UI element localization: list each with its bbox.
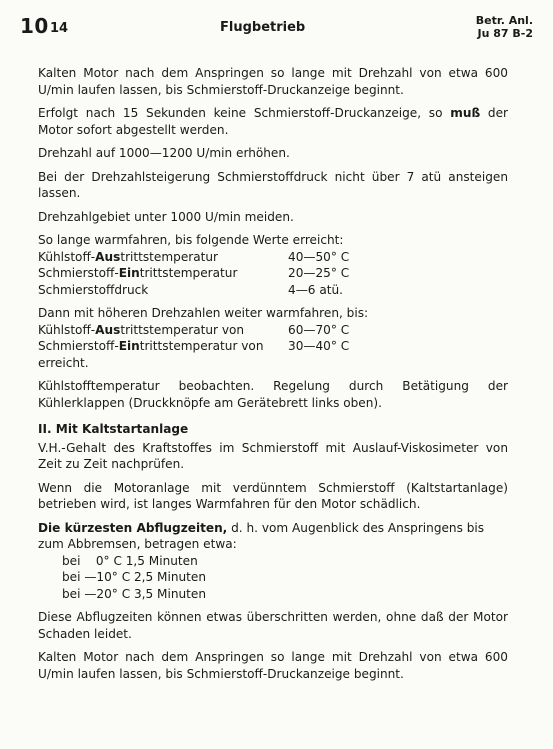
paragraph-exceed-times: Diese Abflugzeiten können etwas überschritten werden, ohne daß der Motor Schaden leidet. <box>38 610 508 641</box>
reference-line-1: Betr. Anl. <box>475 14 533 27</box>
row-value: 4—6 atü. <box>288 282 343 297</box>
reference-line-2: Ju 87 B-2 <box>477 27 533 40</box>
paragraph-diluted-oil: Wenn die Motoranlage mit verdünntem Schmierstoff (Kaltstartanlage) betrieben wird, ist langes Warmfahren für den Motor schädlich. <box>38 480 508 511</box>
higher-rpm-block <box>38 305 508 371</box>
departure-intro: Die kürzesten Abflugzeiten, d. h. vom Augenblick des Anspringens bis zum Abbremsen, betragen etwa: <box>38 520 485 551</box>
paragraph-cold-engine-repeat: Kalten Motor nach dem Anspringen so lange mit Drehzahl von etwa 600 U/min laufen lassen, bis Schmierstoff-Druckanzeige beginnt. <box>38 650 508 681</box>
table-row <box>38 249 508 266</box>
paragraph-pressure-check: Erfolgt nach 15 Sekunden keine Schmierstoff-Druckanzeige, so muß der Motor sofort abgestellt werden. <box>38 106 508 137</box>
paragraph-oil-pressure-limit: Bei der Drehzahlsteigerung Schmierstoffdruck nicht über 7 atü ansteigen lassen. <box>38 169 508 200</box>
paragraph-coolant-temp: Kühlstofftemperatur beobachten. Regelung durch Betätigung der Kühlerklappen (Druckknöpfe am Gerätebrett links oben). <box>38 379 508 410</box>
row-label: Schmierstoffdruck <box>38 282 149 297</box>
table-row <box>38 338 508 355</box>
paragraph-viscosimeter: V.H.-Gehalt des Kraftstoffes im Schmierstoff mit Auslauf-Viskosimeter von Zeit zu Zeit nachprüfen. <box>38 440 508 471</box>
warmup-block <box>38 232 508 298</box>
table-row <box>38 322 508 339</box>
row-label: Schmierstoff-Eintrittstemperatur <box>38 266 238 280</box>
section-title: II. Mit Kaltstartanlage <box>38 422 189 436</box>
warmup-intro: So lange warmfahren, bis folgende Werte erreicht: <box>38 233 344 247</box>
paragraph-rpm-increase: Drehzahl auf 1000—1200 U/min erhöhen. <box>38 146 290 160</box>
document-reference <box>476 14 533 40</box>
row-label: Schmierstoff-Eintrittstemperatur von <box>38 339 264 353</box>
list-item: bei —20° C 3,5 Minuten <box>62 586 207 601</box>
departure-times-block <box>38 520 508 603</box>
page-title: Flugbetrieb <box>220 20 306 35</box>
higher-rpm-intro: Dann mit höheren Drehzahlen weiter warmfahren, bis: <box>38 306 369 320</box>
page-body <box>38 65 508 689</box>
paragraph-rpm-avoid: Drehzahlgebiet unter 1000 U/min meiden. <box>38 209 294 224</box>
row-value: 40—50° C <box>288 249 350 264</box>
table-row <box>38 282 508 299</box>
row-value: 60—70° C <box>288 322 350 337</box>
departure-times-list <box>38 553 508 603</box>
table-row <box>38 265 508 282</box>
warmup-table <box>38 249 508 299</box>
higher-rpm-table <box>38 322 508 355</box>
row-value: 30—40° C <box>288 339 350 353</box>
row-value: 20—25° C <box>288 266 350 280</box>
list-item: bei 0° C 1,5 Minuten <box>62 553 198 568</box>
paragraph-cold-engine: Kalten Motor nach dem Anspringen so lange mit Drehzahl von etwa 600 U/min laufen lassen, bis Schmierstoff-Druckanzeige beginnt. <box>38 66 508 97</box>
row-label: Kühlstoff-Austrittstemperatur <box>38 249 219 264</box>
list-item: bei —10° C 2,5 Minuten <box>62 570 207 584</box>
page-sub-number: 14 <box>50 21 69 36</box>
higher-rpm-end: erreicht. <box>38 355 89 370</box>
page-header <box>20 14 533 44</box>
page-number: 10 <box>20 14 49 38</box>
row-label: Kühlstoff-Austrittstemperatur von <box>38 322 245 337</box>
